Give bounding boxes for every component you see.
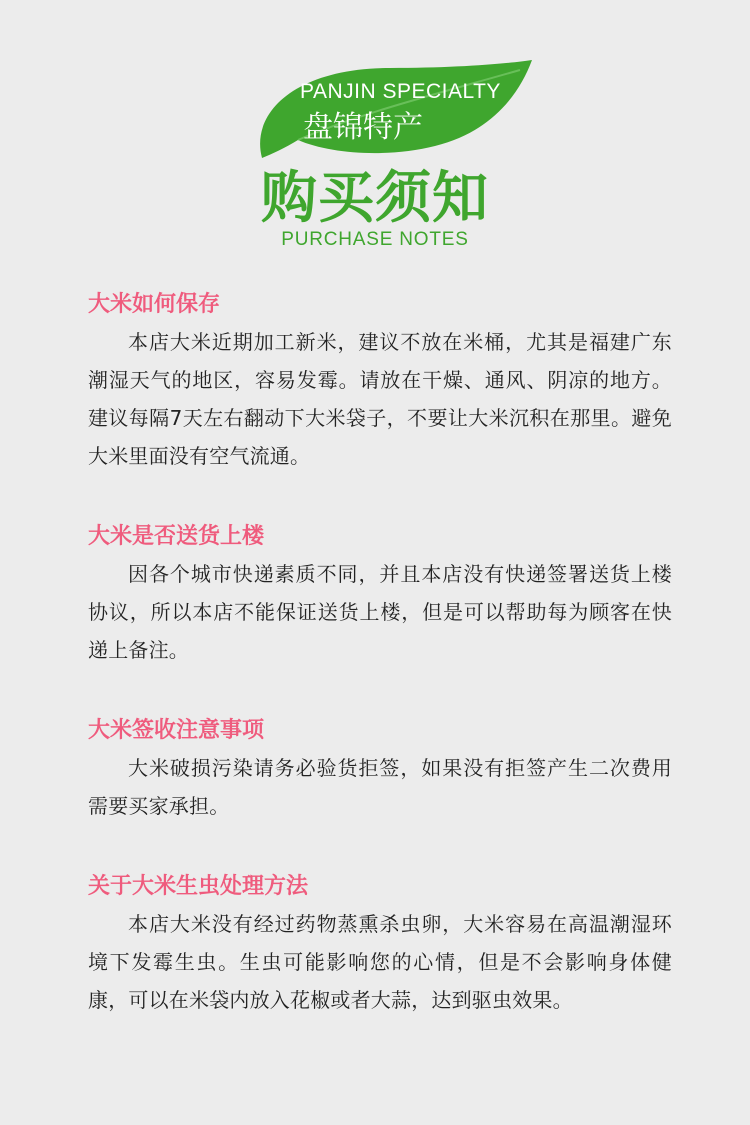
section-title: 大米是否送货上楼 (88, 524, 265, 549)
brand-chinese-name: 盘锦特产 (303, 110, 423, 145)
section-body: 因各个城市快递素质不同，并且本店没有快递签署送货上楼协议，所以本店不能保证送货上楼，但是可以帮助每为顾客在快递上备注。 (88, 562, 672, 662)
section-receipt (88, 713, 672, 825)
section-title: 大米如何保存 (88, 292, 221, 317)
section-body: 本店大米近期加工新米，建议不放在米桶，尤其是福建广东潮湿天气的地区，容易发霉。请放在干燥、通风、阴凉的地方。建议每隔7天左右翻动下大米袋子，不要让大米沉积在那里。避免大米里面没有空气流通。 (88, 330, 672, 468)
section-title: 大米签收注意事项 (88, 718, 265, 743)
section-insects (88, 869, 672, 1019)
section-body: 大米破损污染请务必验货拒签，如果没有拒签产生二次费用需要买家承担。 (88, 756, 672, 818)
page-title: 购买须知 (261, 165, 489, 231)
section-storage (88, 287, 672, 475)
section-title: 关于大米生虫处理方法 (88, 874, 309, 899)
brand-english-name: PANJIN SPECIALTY (300, 80, 501, 103)
section-body: 本店大米没有经过药物蒸熏杀虫卵，大米容易在高温潮湿环境下发霉生虫。生虫可能影响您的心情，但是不会影响身体健康，可以在米袋内放入花椒或者大蒜，达到驱虫效果。 (88, 912, 672, 1012)
header (0, 0, 750, 270)
page-subtitle: PURCHASE NOTES (281, 229, 469, 250)
notes-content (88, 287, 672, 1063)
section-delivery (88, 519, 672, 669)
